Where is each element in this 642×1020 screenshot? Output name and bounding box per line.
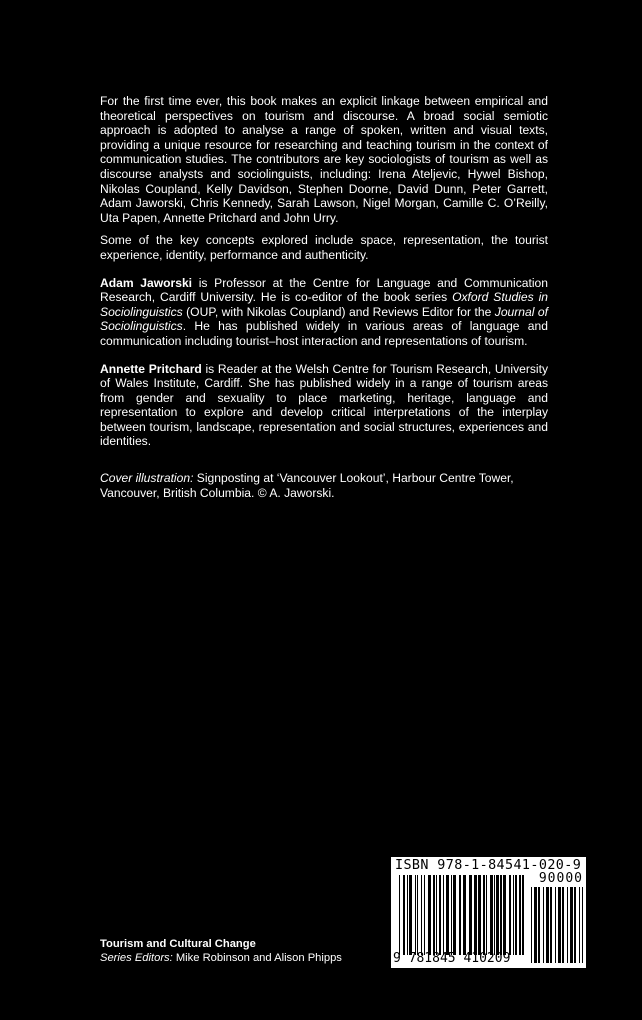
barcode-bar [436,875,437,955]
cover-label: Cover illustration: [100,471,194,486]
barcode-bar [453,875,456,955]
barcode-bar [415,875,416,955]
barcode-bar [494,875,495,955]
barcode-bar [478,875,481,955]
journal-title-italic: Journal of Sociolinguistics [100,304,548,334]
barcode-bar [433,875,435,955]
barcode-bar [574,887,576,963]
cover-illustration-credit [100,471,548,500]
jaworski-bio [100,276,548,349]
pritchard-bio [100,362,548,450]
barcode-bar [486,875,487,955]
concepts-paragraph: Some of the key concepts explored include space, representation, the tourist experience, identity, performance and authenticity. [100,233,548,262]
barcode-bar [496,875,499,955]
barcode-bar [463,875,466,955]
barcode-bar [443,875,444,955]
barcode-bar [469,875,472,955]
intro-paragraph: For the first time ever, this book makes an explicit linkage between empirical and theoretical perspectives on tourism and discourse. A broad social semiotic approach is adopted to analyse a range of spoken, written and visual texts, providing a unique resource for researching and teaching tourism in the context of communication studies. The contributors are key sociologists of tourism as well as discourse analysts and sociolinguists, including: Irena Ateljevic, Hywel Bishop, Nikolas Coupland, Kelly Davidson, Stephen Doorne, David Dunn, Peter Garrett, Adam Jaworski, Chris Kennedy, Sarah Lawson, Nigel Morgan, Camille C. O’Reilly, Uta Papen, Annette Pritchard and John Urry. [100,94,548,225]
barcode-ean-digits: 9 781845 410209 [393,951,511,966]
barcode-bar [428,875,431,955]
barcode-bar [522,875,524,955]
barcode-bar [531,887,532,963]
barcode-bar [579,887,580,963]
barcode-bar [538,887,540,963]
series-info [100,937,390,965]
barcode-bar [399,875,400,955]
barcode-bar [543,887,544,963]
bio-text: is Professor at the Centre for Language and Communication Research, Cardiff University. He is co-editor of the book series [100,275,548,305]
barcode-bar [509,875,511,955]
barcode-bar [570,887,573,963]
barcode-bar [519,875,521,955]
barcode-addon-digits: 90000 [538,871,583,886]
isbn-barcode [391,857,586,968]
barcode-bar [424,875,425,955]
barcode-bar [555,887,556,963]
barcode-bar [421,875,422,955]
author-name-jaworski: Adam Jaworski [100,275,193,290]
bio-text: . He has published widely in various areas of language and communication including tourist–host interaction and representations of tourism. [100,319,548,348]
barcode-bar [558,887,561,963]
barcode-bar [409,875,412,955]
barcode-bar [474,875,477,955]
barcode-bar [403,875,405,955]
barcode-bar [515,875,517,955]
cover-text: Signposting at ‘Vancouver Lookout’, Harbour Centre Tower, Vancouver, British Columbia. © A. Jaworski. [100,471,514,500]
barcode-bar [459,875,461,955]
barcode-bar [500,875,502,955]
back-cover-blurb [100,94,548,513]
barcode-bar [407,875,408,955]
barcode-bar [550,887,552,963]
series-editors [100,952,342,964]
barcode-bar [503,875,506,955]
barcode-main-bars [399,875,525,955]
bio-text: (OUP, with Nikolas Coupland) and Reviews Editor for the [182,304,495,319]
barcode-bar [567,887,568,963]
barcode-bar [534,887,537,963]
barcode-bar [582,887,583,963]
isbn-text: ISBN 978-1-84541-020-9 [395,858,582,873]
barcode-bar [451,875,452,955]
series-editors-label: Series Editors: [100,952,173,964]
barcode-bar [513,875,514,955]
barcode-bar [439,875,441,955]
series-title-italic: Oxford Studies in Sociolinguistics [100,290,548,319]
barcode-bar [562,887,564,963]
barcode-addon-bars [531,887,583,963]
barcode-bar [417,875,418,955]
barcode-bar [483,875,485,955]
series-title: Tourism and Cultural Change [100,938,256,950]
bio-text: is Reader at the Welsh Centre for Tourism Research, University of Wales Institute, Cardiff. She has published widely in a range of tourism areas from gender and sexuality to place marketing, heritage, language and representation to explore and develop critical interpretations of the interplay between tourism, landscape, representation and social structures, experiences and identities. [100,361,549,449]
series-editors-names: Mike Robinson and Alison Phipps [172,952,342,964]
author-name-pritchard: Annette Pritchard [100,361,202,376]
barcode-bar [490,875,493,955]
barcode-bar [446,875,449,955]
barcode-bar [546,887,549,963]
